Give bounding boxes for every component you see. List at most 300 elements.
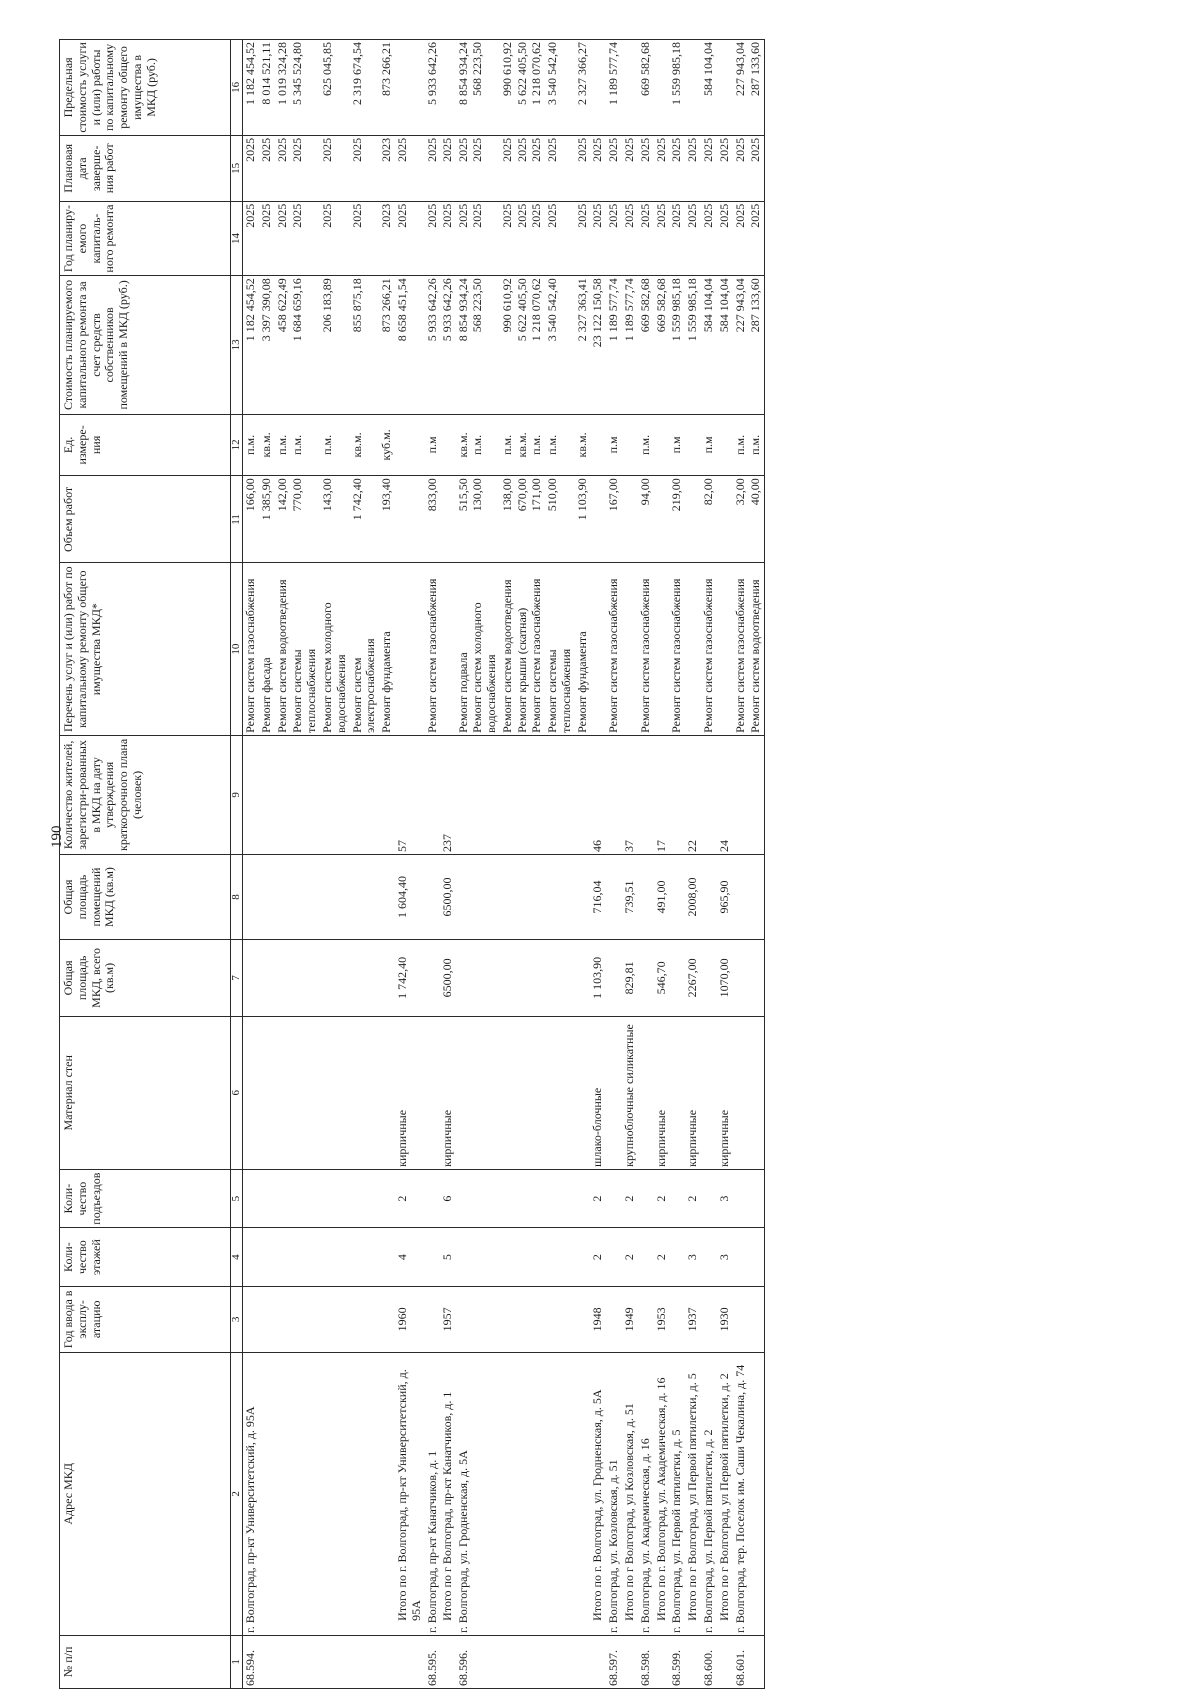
table-row [733,40,749,1689]
cell-addr [590,1352,606,1635]
cell-limit [425,40,441,136]
cell-num [425,1635,441,1688]
table-row-total [654,40,670,1689]
cell-limit-line: 2 327 366,27 [574,42,589,105]
cell-year [243,201,259,275]
cell-vol [275,476,291,563]
cell-built-text: 1949 [621,1307,636,1332]
cell-area-text: 1 742,40 [394,956,409,999]
cell-cost [290,276,320,414]
cell-unit [669,414,685,476]
cell-res [275,735,291,854]
cell-work [606,563,622,735]
column-number: 2 [231,1352,243,1635]
cell-vol [440,476,456,563]
cell-res [440,735,456,854]
cell-end [701,135,717,201]
cell-addr-text: г. Волгоград, тер. Поселок им. Саши Чекалина, д. 74 [732,1364,747,1633]
cell-addr [259,1352,275,1635]
cell-area [456,940,499,1017]
cell-year [259,201,275,275]
cell-floors [243,1228,259,1287]
cell-entr [350,1169,380,1228]
cell-built [395,1286,425,1352]
cell-area [685,940,701,1017]
cell-addr [575,1352,591,1635]
cell-year-line: 2025 [732,203,747,228]
cell-built [685,1286,701,1352]
cell-cost [515,276,545,414]
cell-mat [350,1016,380,1169]
cell-unit-line: п.м. [544,434,559,455]
cell-floors [654,1228,670,1287]
cell-limit-line: 1 019 324,28 [274,42,289,105]
cell-num-text: 68.600. [700,1650,715,1686]
cell-end-line: 2025 [653,137,668,162]
cell-end-line: 2025 [529,137,544,162]
cell-area2 [515,854,545,939]
cell-limit [259,40,275,136]
cell-limit-line: 1 182 454,52 [243,42,257,105]
cell-res [654,735,670,854]
cell-year-line: 2025 [529,203,544,228]
cell-unit-line: п.м. [748,434,763,455]
cell-built-text: 1960 [394,1307,409,1332]
cell-limit-line: 5 933 642,26 [424,42,439,105]
cell-entr [395,1169,425,1228]
cell-addr [350,1352,380,1635]
cell-num-text: 68.596. [456,1650,471,1686]
cell-limit [545,40,575,136]
cell-limit [717,40,733,136]
cell-addr [500,1352,516,1635]
cell-cost-line: 1 559 985,18 [685,278,700,342]
header-cell: Общая площадь МКД, всего (кв.м) [60,940,231,1017]
cell-vol-line: 130,00 [469,478,484,512]
cell-floors-text: 5 [440,1254,455,1261]
cell-year [500,201,516,275]
cell-year-line: 2025 [748,203,763,228]
cell-entr [717,1169,733,1228]
cell-area [622,940,638,1017]
cell-end-line: 2025 [590,137,605,162]
cell-work-line: Ремонт систем водоотведения [748,579,763,733]
cell-mat [440,1016,456,1169]
cell-year-line: 2025 [424,203,439,228]
cell-limit-line: 5 345 524,80 [290,42,305,105]
cell-num-text: 68.594. [243,1650,257,1686]
cell-area2-text: 965,90 [716,880,731,914]
cell-end-line: 2025 [456,137,471,162]
cell-work [575,563,591,735]
cell-addr-text: г. Волгоград, ул. Козловская, д. 51 [606,1459,621,1633]
cell-work-line: Ремонт систем газоснабжения [243,578,257,733]
cell-vol [379,476,395,563]
cell-unit [733,414,749,476]
cell-limit [733,40,749,136]
cell-floors [717,1228,733,1287]
cell-cost [275,276,291,414]
cell-vol-line: 770,00 [290,478,305,512]
cell-entr [259,1169,275,1228]
cell-num [622,1635,638,1688]
cell-vol [606,476,622,563]
cell-cost [259,276,275,414]
cell-built-text: 1957 [440,1307,455,1332]
cell-floors [500,1228,516,1287]
cell-mat [748,1016,764,1169]
cell-end [275,135,291,201]
cell-area2 [606,854,622,939]
cell-res [622,735,638,854]
cell-entr [440,1169,456,1228]
cell-entr [320,1169,350,1228]
cell-year-line: 2025 [716,203,731,228]
cell-work-line: Ремонт систем газоснабжения [424,578,439,733]
column-number: 16 [231,40,243,136]
cell-year-line: 2025 [290,203,305,228]
header-cell: Плановая дата заверше-ния работ [60,135,231,201]
cell-cost-line: 669 582,68 [637,278,652,333]
cell-built [290,1286,320,1352]
cell-unit [379,414,395,476]
cell-floors [515,1228,545,1287]
cell-year [638,201,654,275]
table-body [243,40,765,1689]
cell-num [654,1635,670,1688]
cell-num [290,1635,320,1688]
cell-num [606,1635,622,1688]
table-row [500,40,516,1689]
cell-limit-line: 669 582,68 [637,42,652,96]
cell-cost [545,276,575,414]
cell-built [379,1286,395,1352]
cell-entr-text: 6 [440,1195,455,1202]
cell-unit-line: п.м. [637,434,652,455]
header-cell: Ед. измере-ния [60,414,231,476]
cell-addr-text: г. Волгоград, пр-кт Университетский, д. 95А [243,1406,257,1633]
cell-limit [350,40,380,136]
cell-cost-line: 206 183,89 [319,278,334,333]
column-number: 1 [231,1635,243,1688]
cell-res [425,735,441,854]
cell-entr [701,1169,717,1228]
cell-year-line: 2025 [394,203,409,228]
cell-work [259,563,275,735]
cell-cost [440,276,456,414]
cell-cost-line: 23 122 150,58 [590,278,605,348]
cell-mat-text: кирпичные [394,1109,409,1167]
cell-cost-line: 1 684 659,16 [290,278,305,342]
cell-year [590,201,606,275]
header-cell: Объем работ [60,476,231,563]
cell-floors [320,1228,350,1287]
cell-mat [669,1016,685,1169]
cell-cost-line: 584 104,04 [716,278,731,333]
cell-mat [243,1016,259,1169]
cell-area [440,940,456,1017]
cell-cost-line: 2 327 363,41 [574,278,589,342]
cell-entr [590,1169,606,1228]
cell-area2 [243,854,259,939]
cell-work-line: Ремонт систем холодного водоснабжения [319,602,348,733]
cell-num [638,1635,654,1688]
cell-work-line: Ремонт систем газоснабжения [732,578,747,733]
cell-entr-text: 2 [621,1195,636,1202]
cell-unit [701,414,717,476]
cell-area [320,940,350,1017]
cell-year [748,201,764,275]
cell-mat-text: кирпичные [440,1109,455,1167]
cell-floors [275,1228,291,1287]
cell-built [259,1286,275,1352]
cell-area2-text: 491,00 [653,880,668,914]
cell-cost-line: 669 582,68 [653,278,668,333]
cell-floors [733,1228,749,1287]
cell-end [606,135,622,201]
cell-unit-line: кв.м. [258,432,273,458]
cell-limit-line: 5 622 405,50 [515,42,530,105]
cell-addr [379,1352,395,1635]
header-row [60,40,231,1689]
cell-area2 [395,854,425,939]
cell-num [515,1635,545,1688]
cell-vol [622,476,638,563]
cell-end-line: 2025 [606,137,621,162]
cell-limit-line: 990 610,92 [499,42,514,96]
cell-floors [379,1228,395,1287]
cell-mat-text: кирпичные [653,1109,668,1167]
cell-mat [515,1016,545,1169]
cell-limit-line: 1 559 985,18 [669,42,684,105]
cell-year [379,201,395,275]
cell-built [243,1286,259,1352]
cell-vol [638,476,654,563]
cell-mat [575,1016,591,1169]
cell-num [320,1635,350,1688]
cell-end-line: 2025 [515,137,530,162]
cell-floors-text: 4 [394,1254,409,1261]
cell-year [685,201,701,275]
cell-area [638,940,654,1017]
cell-work-line: Ремонт систем холодного водоснабжения [469,602,498,733]
cell-addr [545,1352,575,1635]
cell-addr [669,1352,685,1635]
cell-end [590,135,606,201]
cell-year [425,201,441,275]
cell-entr-text: 3 [716,1195,731,1202]
cell-end-line: 2025 [732,137,747,162]
cell-unit-line: п.м. [499,434,514,455]
cell-num [456,1635,499,1688]
cell-built [515,1286,545,1352]
cell-end-line: 2025 [700,137,715,162]
cell-cost [654,276,670,414]
cell-cost [395,276,425,414]
cell-built [638,1286,654,1352]
cell-area2 [669,854,685,939]
cell-limit [515,40,545,136]
cell-limit [395,40,425,136]
cell-res-text: 37 [621,839,636,852]
cell-built-text: 1948 [590,1307,605,1332]
cell-num [701,1635,717,1688]
cell-area2 [350,854,380,939]
header-cell: Год планиру-емого капиталь-ного ремонта [60,201,231,275]
cell-vol [590,476,606,563]
cell-unit-line: кв.м. [349,432,364,458]
cell-unit [440,414,456,476]
cell-res [379,735,395,854]
cell-unit [290,414,320,476]
cell-vol-line: 82,00 [700,478,715,506]
cell-unit-line: п.м [700,436,715,454]
cell-res-text: 57 [394,839,409,852]
cell-vol-line: 510,00 [544,478,559,512]
column-number: 14 [231,201,243,275]
cell-mat-text: кирпичные [685,1109,700,1167]
cell-vol-line: 193,40 [379,478,394,512]
cell-mat [320,1016,350,1169]
cell-area2 [733,854,749,939]
cell-floors-text: 2 [590,1254,605,1261]
cell-floors [395,1228,425,1287]
cell-end [669,135,685,201]
cell-entr-text: 2 [685,1195,700,1202]
cell-year [290,201,320,275]
cell-year-line: 2025 [574,203,589,228]
cell-vol-line: 833,00 [424,478,439,512]
cell-mat [395,1016,425,1169]
cell-end-line: 2025 [290,137,305,162]
cell-num [275,1635,291,1688]
cell-addr-text: Итого по г Волгоград, ул Первой пятилетки, д. 5 [685,1373,700,1621]
cell-addr-text: г. Волгоград, ул. Первой пятилетки, д. 5 [669,1429,684,1633]
cell-num [717,1635,733,1688]
cell-built [500,1286,516,1352]
cell-unit-line: п.м [606,436,621,454]
cell-limit [590,40,606,136]
cell-addr-text: Итого по г. Волгоград, ул. Академическая, д. 16 [653,1377,668,1621]
cell-unit-line: кв.м. [574,432,589,458]
cell-area2 [638,854,654,939]
cell-unit [638,414,654,476]
cell-entr [669,1169,685,1228]
cell-unit [275,414,291,476]
cell-cost [638,276,654,414]
cell-unit-line: п.м. [529,434,544,455]
cell-year-line: 2025 [653,203,668,228]
cell-built [440,1286,456,1352]
cell-res-text: 17 [653,839,668,852]
cell-entr [638,1169,654,1228]
cell-limit [290,40,320,136]
header-cell: Материал стен [60,1016,231,1169]
cell-res [545,735,575,854]
cell-res [669,735,685,854]
cell-mat [685,1016,701,1169]
cell-unit [515,414,545,476]
cell-area2 [748,854,764,939]
cell-year-line: 2025 [499,203,514,228]
cell-work [395,563,425,735]
cell-floors [701,1228,717,1287]
cell-num [259,1635,275,1688]
cell-vol-line: 670,00 [515,478,530,512]
cell-cost [733,276,749,414]
cell-mat [590,1016,606,1169]
cell-addr [717,1352,733,1635]
cell-year-line: 2025 [590,203,605,228]
cell-res-text: 24 [716,839,731,852]
column-number: 8 [231,854,243,939]
cell-end-line: 2025 [637,137,652,162]
cell-unit [320,414,350,476]
cell-end [685,135,701,201]
cell-entr [425,1169,441,1228]
cell-unit [590,414,606,476]
cell-work [717,563,733,735]
cell-cost [622,276,638,414]
cell-work-line: Ремонт систем газоснабжения [529,578,544,733]
cell-limit-line: 1 189 577,74 [606,42,621,105]
cell-built [590,1286,606,1352]
cell-floors [545,1228,575,1287]
cell-addr [456,1352,499,1635]
cell-addr-text: Итого по г. Волгоград, ул. Гродненская, д. 5А [590,1389,605,1621]
cell-end-line: 2025 [258,137,273,162]
cell-end [717,135,733,201]
cell-num [379,1635,395,1688]
cell-res [685,735,701,854]
cell-unit [575,414,591,476]
cell-addr-text: Итого по г Волгоград, пр-кт Канатчиков, д. 1 [440,1391,455,1621]
cell-year-line: 2025 [319,203,334,228]
cell-work-line: Ремонт систем газоснабжения [637,578,652,733]
cell-addr-text: г. Волгоград, ул. Гродненская, д. 5А [456,1450,471,1633]
cell-year [733,201,749,275]
cell-work-line: Ремонт системы теплоснабжения [544,648,573,733]
cell-end [243,135,259,201]
cell-end [379,135,395,201]
cell-vol [733,476,749,563]
cell-mat [290,1016,320,1169]
table-row [425,40,441,1689]
cell-end-line: 2025 [621,137,636,162]
cell-area [701,940,717,1017]
cell-addr-text: г. Волгоград, ул. Первой пятилетки, д. 2 [700,1429,715,1633]
cell-addr-text: Итого по г. Волгоград, пр-кт Университетский, д. 95А [394,1369,423,1621]
table-row-total [440,40,456,1689]
cell-floors [425,1228,441,1287]
cell-year-line: 2025 [349,203,364,228]
cell-cost [425,276,441,414]
table-row [320,40,350,1689]
cell-year [701,201,717,275]
cell-cost [575,276,591,414]
cell-year [545,201,575,275]
cell-limit [320,40,350,136]
cell-year [456,201,499,275]
cell-vol [259,476,275,563]
column-number: 6 [231,1016,243,1169]
column-number: 12 [231,414,243,476]
cell-limit [456,40,499,136]
cell-year [395,201,425,275]
cell-mat [606,1016,622,1169]
cell-addr [395,1352,425,1635]
cell-addr [606,1352,622,1635]
